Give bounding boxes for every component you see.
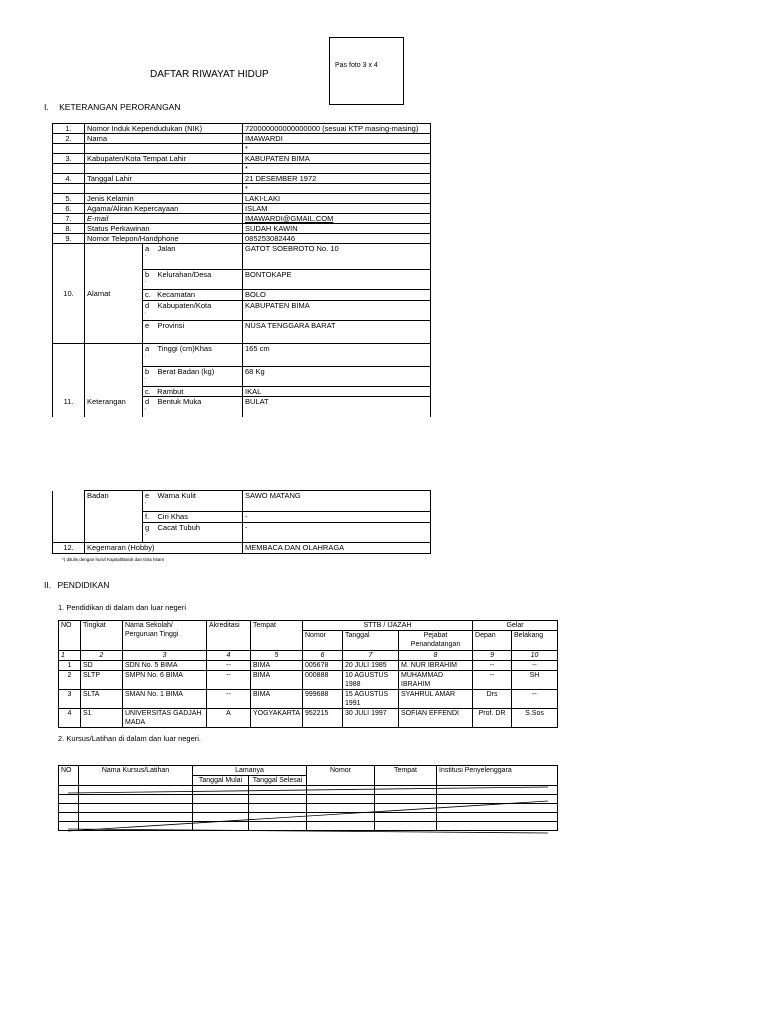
row-number: 8. bbox=[53, 224, 85, 234]
personal-info-table bbox=[52, 123, 431, 417]
row-number: 7. bbox=[53, 214, 85, 224]
personal-row bbox=[53, 214, 431, 224]
header-nomor: Nomor bbox=[303, 631, 343, 651]
col-number: 5 bbox=[251, 651, 303, 661]
edu-tempat: BIMA bbox=[251, 671, 303, 690]
personal-row bbox=[53, 204, 431, 214]
edu-tingkat: S1 bbox=[81, 709, 123, 728]
alamat-number: 10. bbox=[53, 244, 85, 344]
keterangan-item-label: c. Rambut bbox=[143, 387, 243, 397]
row-label: Status Perkawinan bbox=[85, 224, 243, 234]
edu-nama-sekolah: SMAN No. 1 BIMA bbox=[123, 690, 207, 709]
row-number: 6. bbox=[53, 204, 85, 214]
edu-no: 3 bbox=[59, 690, 81, 709]
alamat-item-label: a Jalan . bbox=[143, 244, 243, 270]
row-value: * bbox=[243, 184, 431, 194]
edu-akreditasi: -- bbox=[207, 690, 251, 709]
header-belakang: Belakang bbox=[512, 631, 558, 651]
header-depan: Depan bbox=[473, 631, 512, 651]
keterangan-item-label: f. Ciri Khas bbox=[143, 512, 243, 523]
edu-tempat: BIMA bbox=[251, 661, 303, 671]
edu-gelar-belakang: -- bbox=[512, 661, 558, 671]
keterangan-item-value: 68 Kg bbox=[243, 367, 431, 387]
row-number: 9. bbox=[53, 234, 85, 244]
edu-gelar-belakang: S.Sos bbox=[512, 709, 558, 728]
section-1-number: I. bbox=[44, 102, 49, 112]
edu-nama-sekolah: UNIVERSITAS GADJAH MADA bbox=[123, 709, 207, 728]
hobby-row bbox=[53, 543, 431, 554]
alamat-label: Alamat bbox=[85, 244, 143, 344]
header-tanggal-selesai: Tanggal Selesai bbox=[249, 776, 307, 786]
section-1-title: KETERANGAN PERORANGAN bbox=[59, 102, 181, 112]
alamat-item-label: e Provinsi bbox=[143, 321, 243, 344]
section-1-heading bbox=[44, 102, 181, 112]
document-title: DAFTAR RIWAYAT HIDUP bbox=[150, 69, 269, 80]
row-value: KABUPATEN BIMA bbox=[243, 154, 431, 164]
personal-row bbox=[53, 224, 431, 234]
section-2-title: PENDIDIKAN bbox=[57, 580, 110, 590]
header-institusi: Institusi Penyelenggara bbox=[437, 766, 558, 786]
hobby-number: 12. bbox=[53, 543, 85, 554]
row-number bbox=[53, 144, 85, 154]
edu-pejabat: M. NUR IBRAHIM bbox=[399, 661, 473, 671]
col-number: 4 bbox=[207, 651, 251, 661]
strike-line bbox=[68, 787, 548, 793]
row-label bbox=[85, 144, 243, 154]
keterangan-item-label: g Cacat Tubuh . bbox=[143, 523, 243, 543]
personal-row bbox=[53, 174, 431, 184]
edu-gelar-depan: -- bbox=[473, 661, 512, 671]
row-value: * bbox=[243, 144, 431, 154]
education-subtitle: 1. Pendidikan di dalam dan luar negeri bbox=[58, 603, 187, 612]
edu-tingkat: SD bbox=[81, 661, 123, 671]
keterangan-label: Keterangan bbox=[85, 344, 143, 417]
row-number: 3. bbox=[53, 154, 85, 164]
header-akreditasi: Akreditasi bbox=[207, 621, 251, 651]
edu-tingkat: SLTP bbox=[81, 671, 123, 690]
section-2-number: II. bbox=[44, 580, 52, 590]
row-value: IMAWARDI@GMAIL.COM bbox=[243, 214, 431, 224]
photo-placeholder bbox=[329, 37, 404, 105]
courses-strike-lines bbox=[58, 765, 558, 840]
row-label: E-mail bbox=[85, 214, 243, 224]
edu-tingkat: SLTA bbox=[81, 690, 123, 709]
row-value: LAKI-LAKI bbox=[243, 194, 431, 204]
row-value: ISLAM bbox=[243, 204, 431, 214]
row-label: Agama/Aliran Kepercayaan bbox=[85, 204, 243, 214]
alamat-item-value: KABUPATEN BIMA bbox=[243, 301, 431, 321]
keterangan-item-value: IKAL bbox=[243, 387, 431, 397]
keterangan-item-value: - bbox=[243, 523, 431, 543]
header-nomor: Nomor bbox=[307, 766, 375, 786]
edu-no: 1 bbox=[59, 661, 81, 671]
header-tingkat: Tingkat bbox=[81, 621, 123, 651]
row-label bbox=[85, 164, 243, 174]
col-number: 6 bbox=[303, 651, 343, 661]
alamat-item-label: b Kelurahan/Desa . bbox=[143, 270, 243, 290]
row-label: Nama bbox=[85, 134, 243, 144]
personal-row bbox=[53, 164, 431, 174]
alamat-item-label: d Kabupaten/Kota . bbox=[143, 301, 243, 321]
edu-gelar-depan: Drs bbox=[473, 690, 512, 709]
personal-row bbox=[53, 134, 431, 144]
personal-row bbox=[53, 234, 431, 244]
edu-tempat: YOGYAKARTA bbox=[251, 709, 303, 728]
personal-row bbox=[53, 124, 431, 134]
row-number: 2. bbox=[53, 134, 85, 144]
header-tempat: Tempat bbox=[251, 621, 303, 651]
header-tempat: Tempat bbox=[375, 766, 437, 786]
edu-nomor: 952215 bbox=[303, 709, 343, 728]
edu-gelar-belakang: -- bbox=[512, 690, 558, 709]
row-number: 5. bbox=[53, 194, 85, 204]
keterangan-row bbox=[53, 491, 431, 512]
row-value: * bbox=[243, 164, 431, 174]
alamat-row bbox=[53, 244, 431, 270]
hobby-value: MEMBACA DAN OLAHRAGA bbox=[243, 543, 431, 554]
courses-subtitle: 2. Kursus/Latihan di dalam dan luar negeri. bbox=[58, 734, 202, 743]
row-label: Tanggal Lahir bbox=[85, 174, 243, 184]
row-label: Jenis Kelamin bbox=[85, 194, 243, 204]
edu-tanggal: 30 JULI 1997 bbox=[343, 709, 399, 728]
header-nama-kursus: Nama Kursus/Latihan bbox=[79, 766, 193, 786]
footnote: *) ditulis dengan huruf Kapital/Balok dan tinta hitam bbox=[62, 557, 165, 562]
edu-gelar-belakang: SH bbox=[512, 671, 558, 690]
edu-gelar-depan: Prof. DR bbox=[473, 709, 512, 728]
row-value: 21 DESEMBER 1972 bbox=[243, 174, 431, 184]
education-table bbox=[58, 620, 558, 728]
keterangan-item-label: a Tinggi (cm)Khas . bbox=[143, 344, 243, 367]
personal-info-table-continued bbox=[52, 490, 431, 554]
alamat-item-value: GATOT SOEBROTO No. 10 bbox=[243, 244, 431, 270]
keterangan-row bbox=[53, 344, 431, 367]
section-2-heading bbox=[44, 580, 109, 590]
row-number bbox=[53, 184, 85, 194]
col-number: 7 bbox=[343, 651, 399, 661]
keterangan-number: 11. bbox=[53, 344, 85, 417]
edu-nomor: 005678 bbox=[303, 661, 343, 671]
keterangan-item-label: d Bentuk Muka . bbox=[143, 397, 243, 417]
row-value: 720000000000000000 (sesuai KTP masing-masing) bbox=[243, 124, 431, 134]
keterangan-label-2: Badan bbox=[85, 491, 143, 543]
edu-pejabat: SOFIAN EFFENDI bbox=[399, 709, 473, 728]
keterangan-item-value: SAWO MATANG bbox=[243, 491, 431, 512]
keterangan-item-label: e Warna Kulit . bbox=[143, 491, 243, 512]
education-row bbox=[59, 661, 558, 671]
edu-akreditasi: -- bbox=[207, 671, 251, 690]
keterangan-item-value: - bbox=[243, 512, 431, 523]
row-number bbox=[53, 164, 85, 174]
edu-nama-sekolah: SDN No. 5 BIMA bbox=[123, 661, 207, 671]
hobby-label: Kegemaran (Hobby) bbox=[85, 543, 243, 554]
row-label: Nomor Induk Kependudukan (NIK) bbox=[85, 124, 243, 134]
row-label: Nomor Telepon/Handphone bbox=[85, 234, 243, 244]
edu-nomor: 000888 bbox=[303, 671, 343, 690]
education-row bbox=[59, 709, 558, 728]
photo-label: Pas foto 3 x 4 bbox=[335, 62, 378, 69]
row-label bbox=[85, 184, 243, 194]
edu-nama-sekolah: SMPN No. 6 BIMA bbox=[123, 671, 207, 690]
row-label: Kabupaten/Kota Tempat Lahir bbox=[85, 154, 243, 164]
edu-tanggal: 20 JULI 1985 bbox=[343, 661, 399, 671]
alamat-item-value: NUSA TENGGARA BARAT bbox=[243, 321, 431, 344]
education-header-row bbox=[59, 621, 558, 631]
personal-row bbox=[53, 194, 431, 204]
header-nama-sekolah: Nama Sekolah/ Perguruan Tinggi bbox=[123, 621, 207, 651]
col-number: 8 bbox=[399, 651, 473, 661]
header-tanggal-mulai: Tanggal Mulai bbox=[193, 776, 249, 786]
personal-row bbox=[53, 144, 431, 154]
keterangan-item-value: BULAT bbox=[243, 397, 431, 417]
row-number: 4. bbox=[53, 174, 85, 184]
edu-nomor: 999688 bbox=[303, 690, 343, 709]
header-lamanya: Lamanya bbox=[193, 766, 307, 776]
col-number: 3 bbox=[123, 651, 207, 661]
row-value: 085253082446 bbox=[243, 234, 431, 244]
personal-row bbox=[53, 184, 431, 194]
col-number: 10 bbox=[512, 651, 558, 661]
education-row bbox=[59, 690, 558, 709]
edu-no: 2 bbox=[59, 671, 81, 690]
header-tanggal: Tanggal bbox=[343, 631, 399, 651]
col-number: 1 bbox=[59, 651, 81, 661]
edu-tempat: BIMA bbox=[251, 690, 303, 709]
alamat-item-value: BONTOKAPE bbox=[243, 270, 431, 290]
edu-gelar-depan: -- bbox=[473, 671, 512, 690]
header-no: NO bbox=[59, 621, 81, 651]
col-number: 9 bbox=[473, 651, 512, 661]
strike-line bbox=[68, 829, 548, 833]
alamat-item-value: BOLO bbox=[243, 290, 431, 301]
keterangan-item-label: b Berat Badan (kg) . bbox=[143, 367, 243, 387]
row-number: 1. bbox=[53, 124, 85, 134]
edu-no: 4 bbox=[59, 709, 81, 728]
edu-akreditasi: A bbox=[207, 709, 251, 728]
edu-akreditasi: -- bbox=[207, 661, 251, 671]
header-sttb: STTB / IJAZAH bbox=[303, 621, 473, 631]
col-number: 2 bbox=[81, 651, 123, 661]
edu-pejabat: MUHAMMAD IBRAHIM bbox=[399, 671, 473, 690]
personal-row bbox=[53, 154, 431, 164]
keterangan-item-value: 165 cm bbox=[243, 344, 431, 367]
header-pejabat: Pejabat Penandatangan bbox=[399, 631, 473, 651]
strike-line bbox=[68, 801, 548, 831]
alamat-item-label: c. Kecamatan bbox=[143, 290, 243, 301]
column-number-row bbox=[59, 651, 558, 661]
header-gelar: Gelar bbox=[473, 621, 558, 631]
row-value: IMAWARDI bbox=[243, 134, 431, 144]
edu-tanggal: 10 AGUSTUS 1988 bbox=[343, 671, 399, 690]
education-row bbox=[59, 671, 558, 690]
row-value: SUDAH KAWIN bbox=[243, 224, 431, 234]
edu-tanggal: 15 AGUSTUS 1991 bbox=[343, 690, 399, 709]
edu-pejabat: SYAHRUL AMAR bbox=[399, 690, 473, 709]
header-no: NO bbox=[59, 766, 79, 786]
